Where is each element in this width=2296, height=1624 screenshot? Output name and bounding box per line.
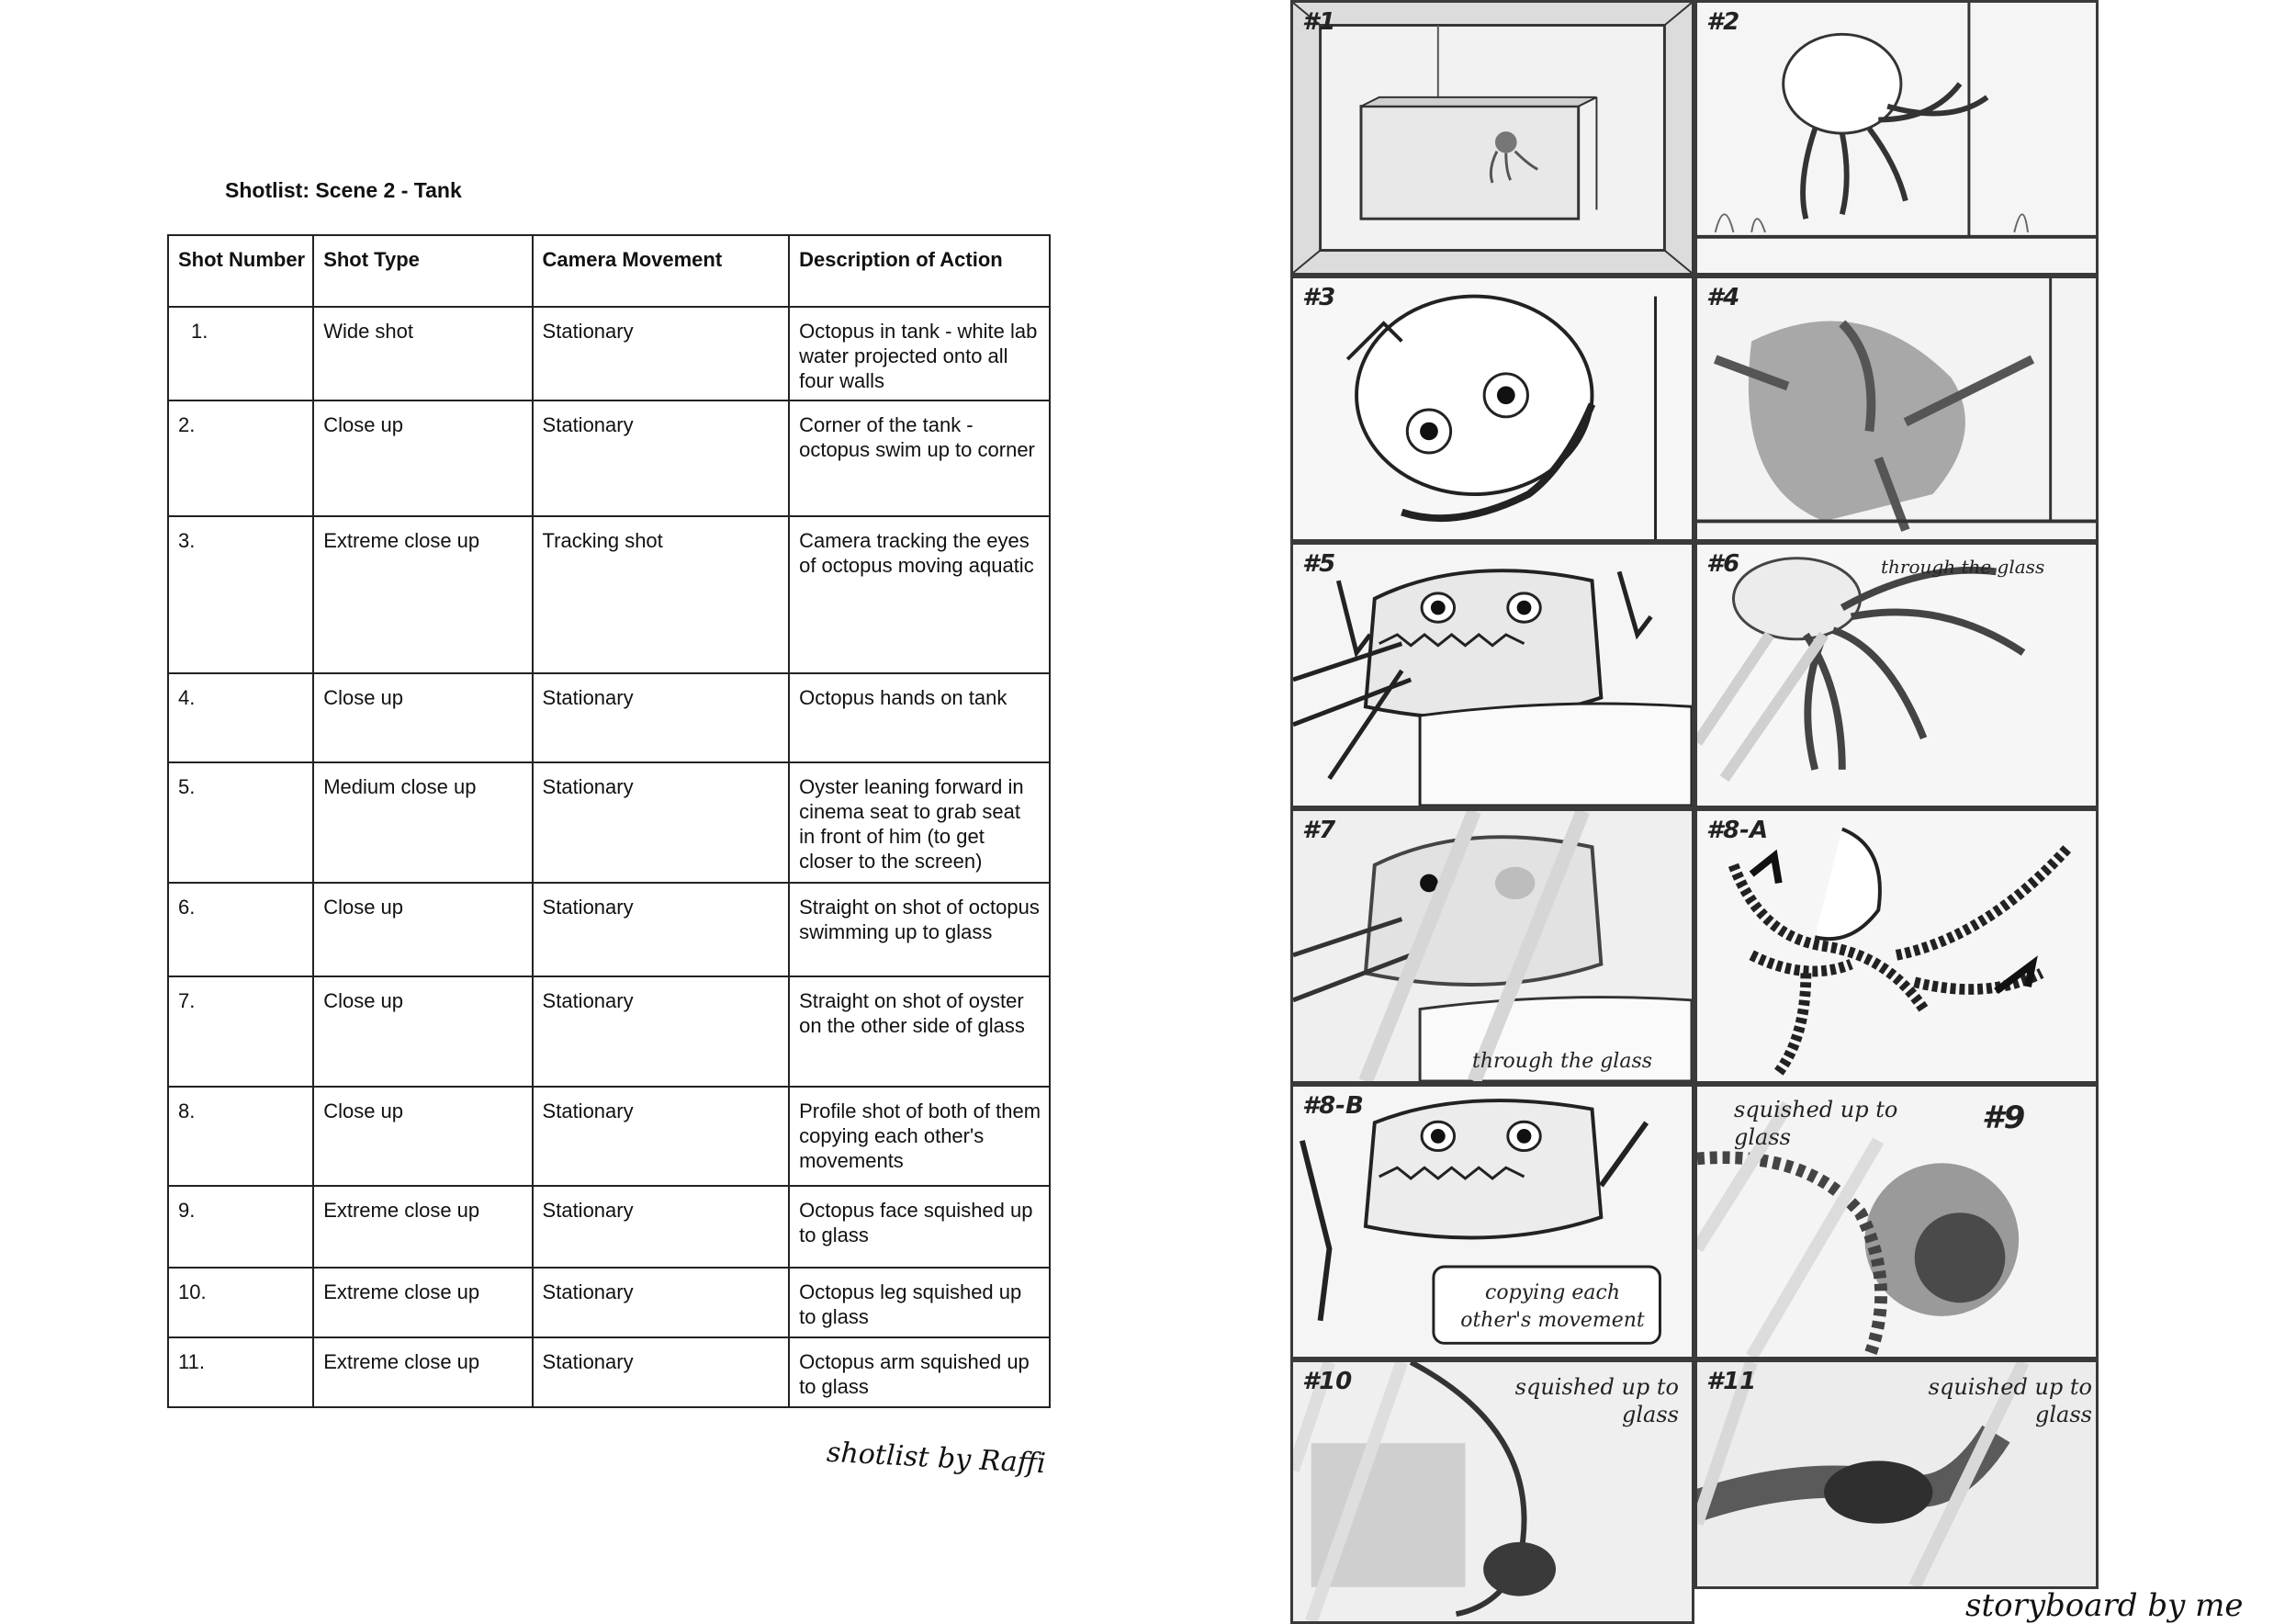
shot-type-cell: Close up [313, 1087, 532, 1186]
panel-note: squished up to glass [1928, 1374, 2092, 1427]
octopus-swimming-sketch [1697, 545, 2096, 806]
panel-label: #8-B [1302, 1092, 1364, 1120]
description-cell: Profile shot of both of them copying each other's movements [789, 1087, 1050, 1186]
panel-label: #1 [1302, 8, 1336, 36]
table-row [168, 1268, 1050, 1337]
camera-movement-cell: Stationary [533, 307, 790, 400]
tank-room-sketch [1293, 3, 1692, 273]
storyboard-panel-7 [1290, 808, 1694, 1084]
octopus-eyes-sketch [1293, 278, 1692, 539]
shot-number-cell: 8. [168, 1087, 313, 1186]
description-cell: Straight on shot of oyster on the other side of glass [789, 976, 1050, 1087]
column-header-description: Description of Action [789, 235, 1050, 307]
storyboard-panel-8a [1694, 808, 2099, 1084]
camera-movement-cell: Stationary [533, 976, 790, 1087]
table-row [168, 1186, 1050, 1268]
camera-movement-cell: Stationary [533, 1268, 790, 1337]
storyboard-panel-3 [1290, 276, 1694, 542]
storyboard-panel-4 [1694, 276, 2099, 542]
panel-label: #11 [1706, 1368, 1757, 1395]
table-row [168, 400, 1050, 516]
shot-type-cell: Close up [313, 976, 532, 1087]
storyboard-panel-8b [1290, 1084, 1694, 1359]
storyboard-panel-1 [1290, 0, 1694, 276]
storyboard-panel-6 [1694, 542, 2099, 808]
shot-number-cell: 10. [168, 1268, 313, 1337]
table-row [168, 976, 1050, 1087]
shot-type-cell: Extreme close up [313, 1186, 532, 1268]
camera-movement-cell: Stationary [533, 400, 790, 516]
column-header-camera-movement: Camera Movement [533, 235, 790, 307]
shot-type-cell: Close up [313, 400, 532, 516]
storyboard [1290, 0, 2112, 1624]
octopus-corner-sketch [1697, 3, 2096, 273]
shot-number-cell: 1. [168, 307, 313, 400]
shot-number-cell: 11. [168, 1337, 313, 1407]
panel-note: squished up to glass [1734, 1097, 1898, 1150]
panel-label: #7 [1302, 817, 1336, 844]
storyboard-panel-9 [1694, 1084, 2099, 1359]
shot-number-cell: 9. [168, 1186, 313, 1268]
description-cell: Camera tracking the eyes of octopus moving aquatic [789, 516, 1050, 673]
shot-number-cell: 6. [168, 883, 313, 976]
table-row [168, 307, 1050, 400]
shot-type-cell: Close up [313, 883, 532, 976]
table-row [168, 673, 1050, 762]
storyboard-credit: storyboard by me [1965, 1587, 2244, 1624]
description-cell: Straight on shot of octopus swimming up to glass [789, 883, 1050, 976]
shotlist-credit: shotlist by Raffi [826, 1436, 1047, 1481]
table-row [168, 883, 1050, 976]
shot-type-cell: Medium close up [313, 762, 532, 883]
panel-label: #10 [1302, 1368, 1353, 1395]
table-row [168, 1087, 1050, 1186]
table-row [168, 1337, 1050, 1407]
panel-label: #2 [1706, 8, 1740, 36]
camera-movement-cell: Stationary [533, 1087, 790, 1186]
description-cell: Corner of the tank - octopus swim up to corner [789, 400, 1050, 516]
shot-number-cell: 3. [168, 516, 313, 673]
camera-movement-cell: Stationary [533, 1337, 790, 1407]
oyster-seat-sketch [1293, 545, 1692, 806]
description-cell: Octopus leg squished up to glass [789, 1268, 1050, 1337]
panel-label: #6 [1706, 550, 1740, 578]
shot-type-cell: Extreme close up [313, 516, 532, 673]
storyboard-panel-5 [1290, 542, 1694, 808]
description-cell: Octopus in tank - white lab water projected onto all four walls [789, 307, 1050, 400]
camera-movement-cell: Stationary [533, 673, 790, 762]
shotlist-title: Shotlist: Scene 2 - Tank [225, 178, 462, 202]
shot-type-cell: Wide shot [313, 307, 532, 400]
panel-label: #5 [1302, 550, 1336, 578]
camera-movement-cell: Stationary [533, 883, 790, 976]
column-header-shot-type: Shot Type [313, 235, 532, 307]
description-cell: Octopus hands on tank [789, 673, 1050, 762]
panel-note: through the glass [1472, 1050, 1653, 1073]
octopus-hands-sketch [1697, 278, 2096, 539]
panel-note: through the glass [1881, 556, 2045, 578]
panel-label: #3 [1302, 284, 1336, 311]
description-cell: Octopus arm squished up to glass [789, 1337, 1050, 1407]
oyster-through-glass-sketch [1293, 811, 1692, 1081]
description-cell: Oyster leaning forward in cinema seat to grab seat in front of him (to get closer to the screen) [789, 762, 1050, 883]
panel-note: squished up to glass [1514, 1374, 1679, 1427]
description-cell: Octopus face squished up to glass [789, 1186, 1050, 1268]
storyboard-panel-11 [1694, 1359, 2099, 1589]
shotlist-table [167, 234, 1051, 1408]
panel-note: copying each other's movement [1460, 1281, 1645, 1332]
shot-number-cell: 5. [168, 762, 313, 883]
storyboard-panel-2 [1694, 0, 2099, 276]
shot-number-cell: 2. [168, 400, 313, 516]
shot-type-cell: Extreme close up [313, 1337, 532, 1407]
shot-number-cell: 7. [168, 976, 313, 1087]
panel-label: #9 [1982, 1100, 2026, 1136]
camera-movement-cell: Stationary [533, 762, 790, 883]
column-header-shot-number: Shot Number [168, 235, 313, 307]
octopus-profile-sketch [1697, 811, 2096, 1081]
camera-movement-cell: Tracking shot [533, 516, 790, 673]
camera-movement-cell: Stationary [533, 1186, 790, 1268]
table-row [168, 516, 1050, 673]
shot-type-cell: Close up [313, 673, 532, 762]
panel-label: #8-A [1706, 817, 1769, 844]
table-header-row [168, 235, 1050, 307]
shot-type-cell: Extreme close up [313, 1268, 532, 1337]
shot-number-cell: 4. [168, 673, 313, 762]
table-row [168, 762, 1050, 883]
storyboard-panel-10 [1290, 1359, 1694, 1624]
panel-label: #4 [1706, 284, 1740, 311]
